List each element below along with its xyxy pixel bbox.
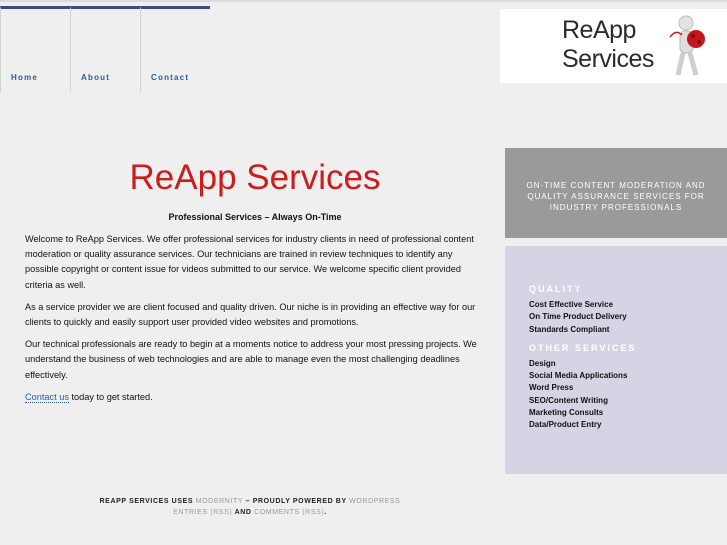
paragraph-contact — [25, 390, 487, 405]
page-subtitle: Professional Services – Always On-Time — [168, 212, 342, 222]
paragraph-technical: Our technical professionals are ready to begin at a moments notice to address your most pressing projects. We understand the business of web technologies and are able to manage even the most challenging deadlines effectively. — [25, 339, 477, 380]
footer-line-1 — [25, 496, 475, 507]
list-item: Design — [529, 358, 556, 368]
nav-home-label: Home — [11, 73, 39, 82]
list-item: Cost Effective Service — [529, 300, 614, 309]
list-item: Word Press — [529, 383, 574, 393]
footer-line-2 — [25, 507, 475, 518]
paragraph-provider: As a service provider we are client focused and quality driven. Our niche is in providing an effective way for our clients to quickly and easily support user provided video websites and promotions. — [25, 301, 476, 328]
paragraph-welcome: Welcome to ReApp Services. We offer professional services for industry clients in need of professional content moderation or quality assurance services. Our technicians are trained in review techniques to identify any possible copyright or content issue for videos submitted to our service. We welcome specific client provided criteria as well. — [25, 234, 474, 290]
nav-home[interactable] — [0, 6, 70, 92]
sidebar-tagline: ON-TIME CONTENT MODERATION AND QUALITY ASSURANCE SERVICES FOR INDUSTRY PROFESSIONALS — [505, 148, 727, 238]
nav-about-label: About — [81, 73, 111, 82]
list-item: Marketing Consults — [529, 408, 604, 418]
top-rule — [0, 0, 727, 2]
quality-list — [529, 299, 703, 336]
main-nav — [0, 6, 210, 92]
footer-text: . — [324, 509, 327, 516]
contact-us-link[interactable]: Contact us — [25, 391, 69, 402]
footer-text: – PROUDLY POWERED BY — [243, 498, 350, 505]
nav-contact-label: Contact — [151, 73, 190, 82]
quality-heading: QUALITY — [529, 284, 583, 294]
site-footer — [25, 496, 475, 518]
page-title: ReApp Services — [129, 158, 381, 197]
list-item: Data/Product Entry — [529, 420, 602, 430]
nav-about[interactable] — [70, 6, 140, 92]
entries-rss-link[interactable]: ENTRIES (RSS) — [173, 509, 233, 516]
list-item: On Time Product Delivery — [529, 312, 627, 322]
footer-text: REAPP SERVICES USES — [99, 498, 196, 505]
logo-text — [562, 16, 654, 74]
logo-line-1: ReApp — [562, 16, 636, 44]
other-services-heading: OTHER SERVICES — [529, 342, 637, 353]
logo-line-2: Services — [562, 45, 654, 73]
sidebar-services — [505, 246, 727, 474]
main-content — [25, 232, 487, 412]
list-item: SEO/Content Writing — [529, 395, 608, 405]
other-services-list — [529, 358, 703, 432]
modernity-link[interactable]: MODERNITY — [195, 498, 244, 505]
footer-text: AND — [232, 509, 255, 516]
site-logo[interactable] — [500, 9, 727, 83]
comments-rss-link[interactable]: COMMENTS (RSS) — [254, 509, 325, 516]
list-item: Social Media Applications — [529, 371, 628, 381]
list-item: Standards Compliant — [529, 324, 610, 334]
nav-contact[interactable] — [140, 6, 210, 92]
person-carrying-ball-icon — [666, 13, 722, 79]
wordpress-link[interactable]: WORDPRESS — [349, 498, 401, 505]
contact-rest-text: today to get started. — [68, 391, 153, 402]
